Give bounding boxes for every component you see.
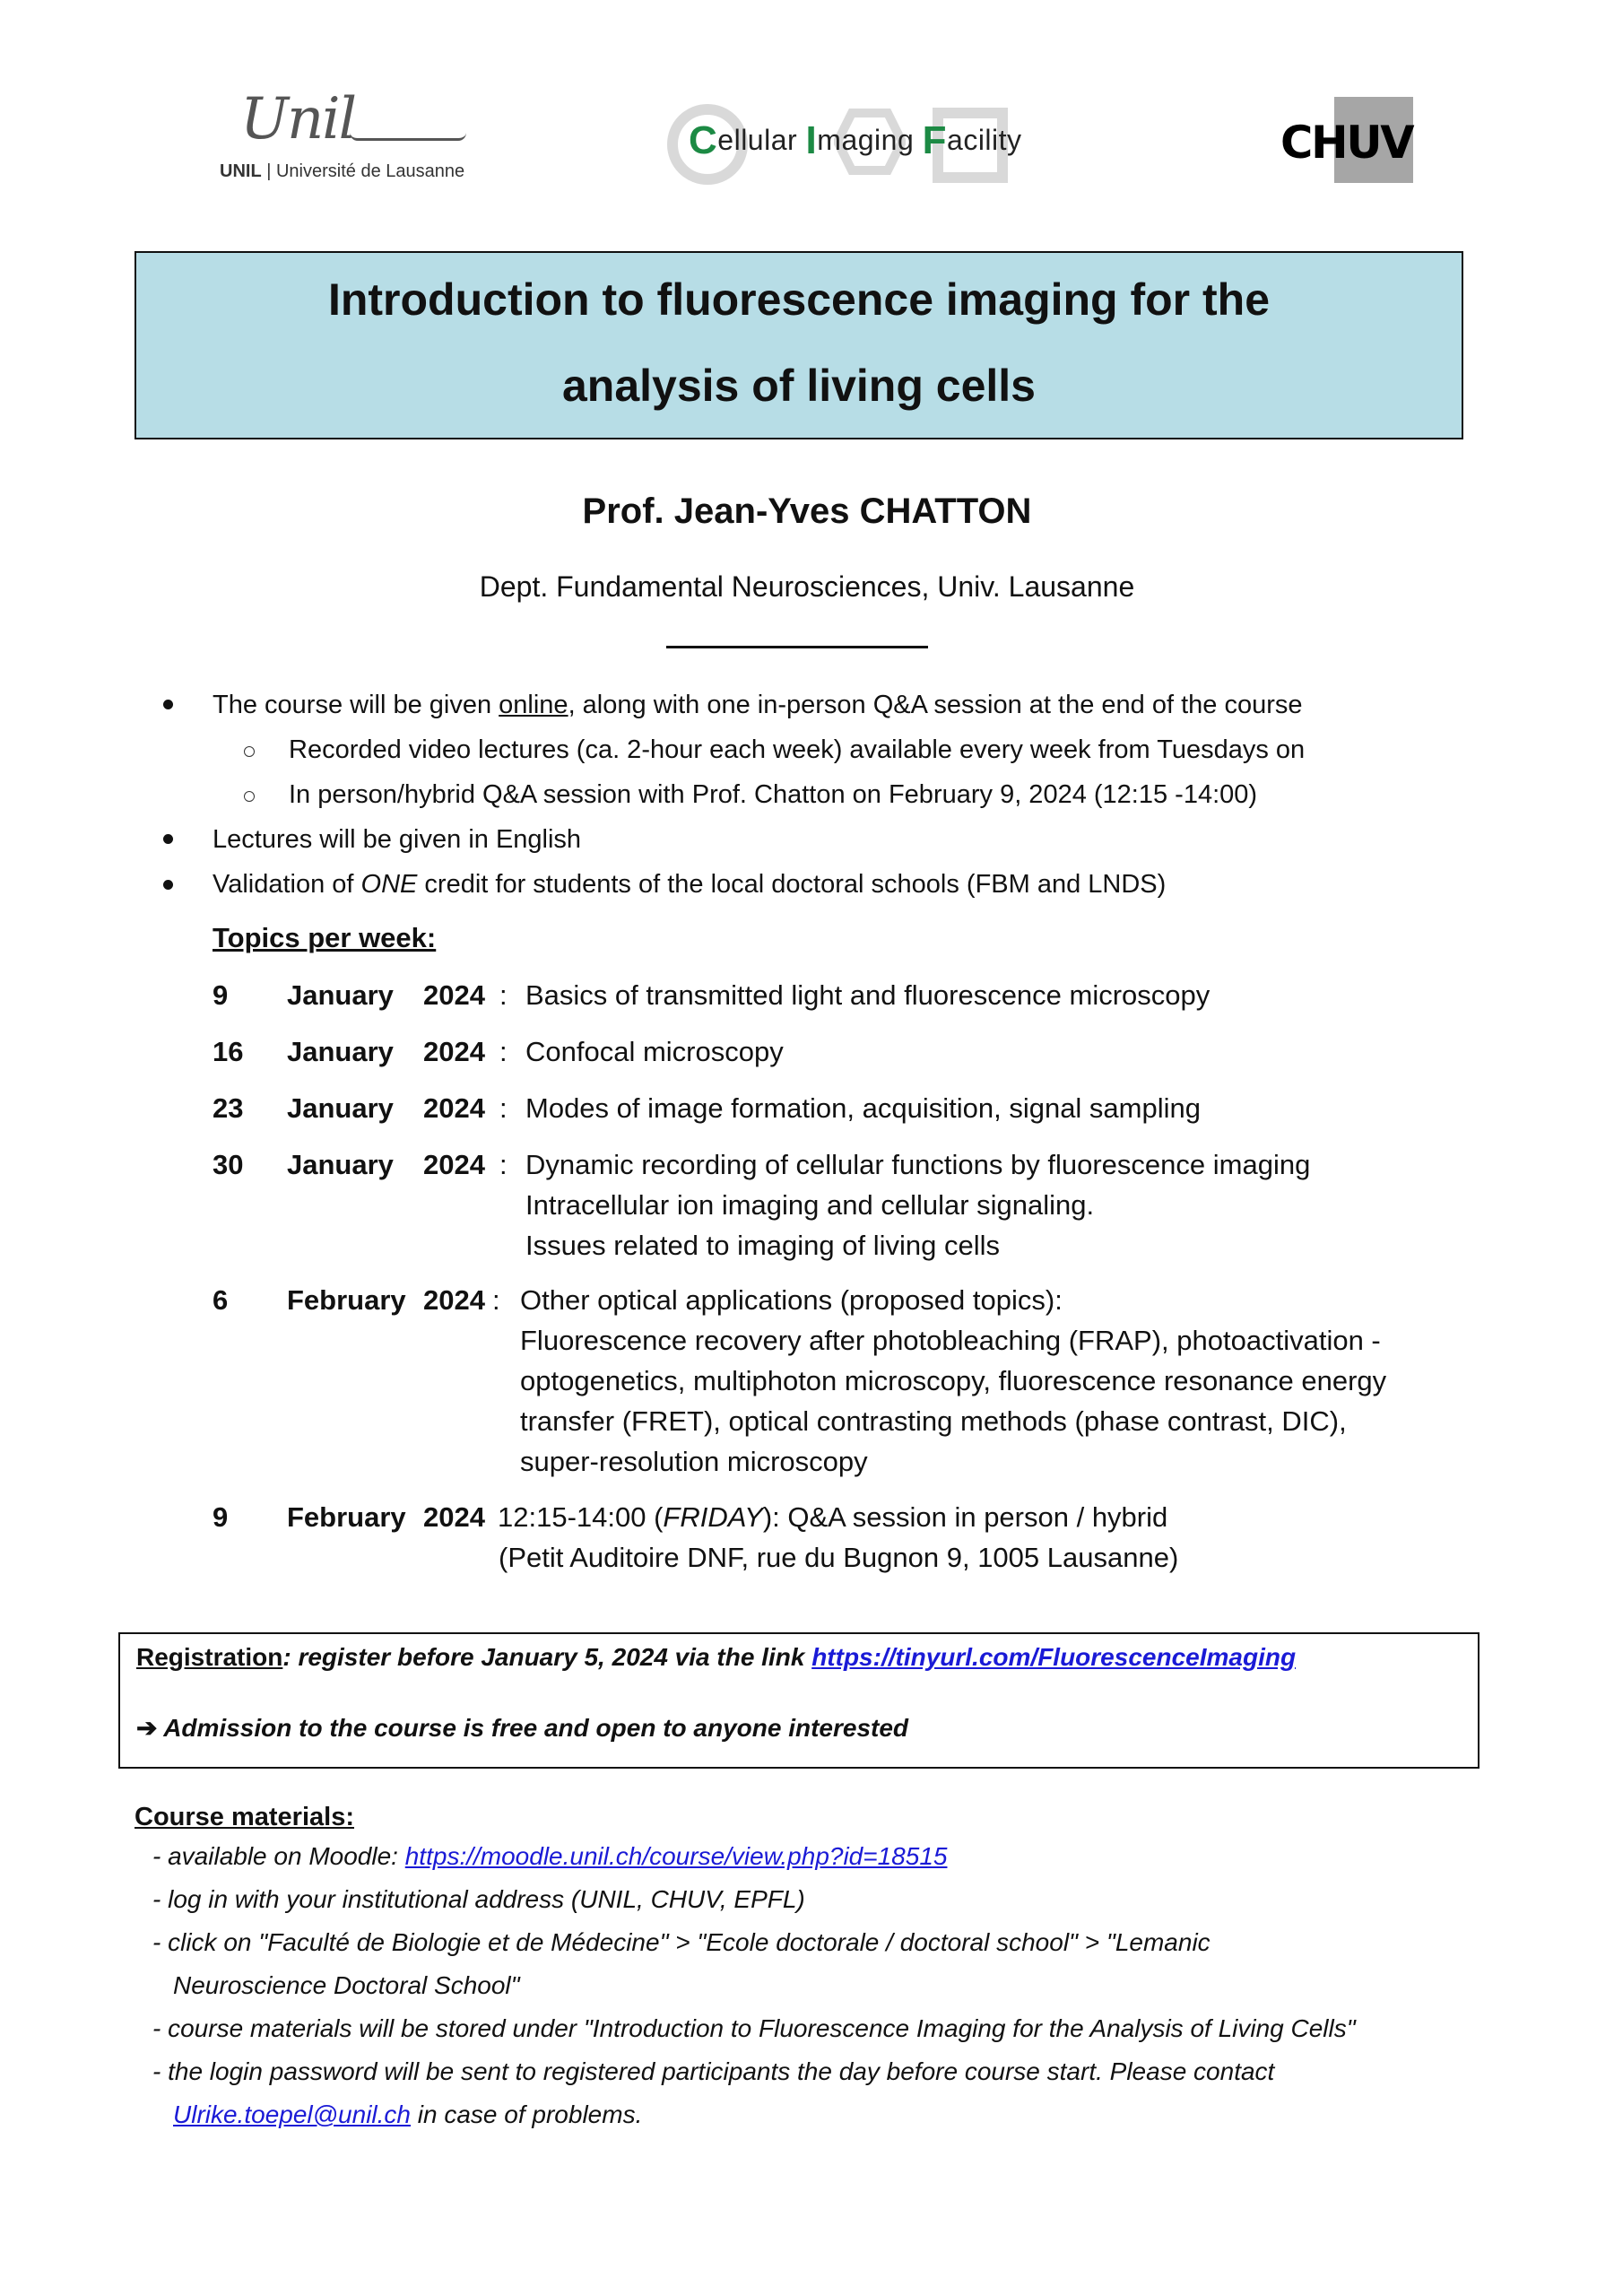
cif-letter-f: F	[922, 118, 948, 162]
unil-swash-icon	[350, 133, 466, 141]
schedule-separator: :	[499, 1036, 508, 1067]
topics-heading: Topics per week:	[213, 922, 437, 953]
chuv-wordmark: CHUV	[1280, 117, 1413, 169]
cif-word-facility: acility	[947, 124, 1022, 156]
cellular-imaging-facility-logo	[664, 97, 1067, 187]
schedule-month: January	[287, 1092, 394, 1124]
unil-logo	[215, 86, 484, 185]
schedule-separator: :	[499, 1092, 508, 1124]
schedule-topic-continuation: optogenetics, multiphoton microscopy, fluorescence resonance energy	[520, 1365, 1387, 1396]
contact-email-link[interactable]: Ulrike.toepel@unil.ch	[173, 2100, 411, 2128]
schedule-topic-continuation: super-resolution microscopy	[520, 1446, 868, 1477]
cif-letter-c: C	[689, 118, 718, 162]
schedule-year: 2024	[423, 1149, 485, 1180]
moodle-line	[152, 1842, 947, 1871]
separator-line	[666, 646, 928, 648]
schedule-qa-detail	[498, 1500, 1167, 1535]
sub-bullet-icon	[244, 791, 255, 802]
schedule-year: 2024	[423, 1284, 485, 1316]
schedule-month: February	[287, 1501, 406, 1533]
sub-bullet-icon	[244, 746, 255, 757]
title-line-2: analysis of living cells	[561, 361, 1036, 411]
schedule-topic: Confocal microscopy	[525, 1036, 784, 1067]
course-materials-heading: Course materials:	[134, 1803, 354, 1831]
schedule-weekday: FRIDAY	[663, 1501, 763, 1533]
bullet-item-online	[213, 689, 1303, 721]
title-line-1: Introduction to fluorescence imaging for the	[327, 274, 1271, 325]
chuv-logo	[1280, 97, 1460, 183]
registration-box	[118, 1632, 1480, 1769]
bullet-underlined-online: online	[499, 691, 568, 719]
bullet-text: , along with one in-person Q&A session at the end of the course	[568, 691, 1303, 719]
admission-text: Admission to the course is free and open to anyone interested	[157, 1714, 909, 1742]
cif-letter-i: I	[805, 118, 818, 162]
schedule-topic-continuation: transfer (FRET), optical contrasting methods (phase contrast, DIC),	[520, 1405, 1347, 1437]
schedule-topic: Basics of transmitted light and fluorescence microscopy	[525, 979, 1210, 1011]
bullet-text: The course will be given	[213, 691, 499, 719]
schedule-day: 16	[213, 1036, 244, 1067]
schedule-location: (Petit Auditoire DNF, rue du Bugnon 9, 1005 Lausanne)	[499, 1542, 1179, 1573]
schedule-month: January	[287, 1149, 394, 1180]
cif-word-cellular: ellular	[717, 124, 806, 156]
bullet-italic-one: ONE	[360, 870, 418, 899]
bullet-text: credit for students of the local doctoral schools (FBM and LNDS)	[417, 870, 1167, 899]
schedule-day: 23	[213, 1092, 244, 1124]
schedule-time: 12:15-14:00 (	[498, 1501, 664, 1533]
speaker-name: Prof. Jean-Yves CHATTON	[582, 491, 1032, 531]
schedule-year: 2024	[423, 1501, 485, 1533]
schedule-day: 9	[213, 979, 229, 1011]
click-path-line-2: Neuroscience Doctoral School"	[173, 1971, 520, 1999]
schedule-year: 2024	[423, 979, 485, 1011]
cif-wordmark	[689, 118, 1022, 163]
password-line: - the login password will be sent to registered participants the day before course start. Please contact	[152, 2057, 1275, 2085]
cif-word-imaging: maging	[817, 124, 923, 156]
schedule-topic: Other optical applications (proposed topics):	[520, 1284, 1063, 1316]
unil-caption-bold: UNIL	[220, 161, 262, 181]
click-path-line-1: - click on "Faculté de Biologie et de Médecine" > "Ecole doctorale / doctoral school" > "Lemanic	[152, 1928, 1210, 1956]
moodle-prefix: - available on Moodle:	[152, 1842, 405, 1870]
title-box	[134, 251, 1463, 439]
schedule-topic-continuation: Intracellular ion imaging and cellular signaling.	[525, 1189, 1095, 1221]
schedule-day: 30	[213, 1149, 244, 1180]
bullet-item-language: Lectures will be given in English	[213, 825, 582, 854]
registration-label: Registration	[136, 1643, 283, 1671]
unil-script-wordmark: Unil	[240, 86, 356, 152]
bullet-item-credit	[213, 868, 1166, 900]
schedule-separator: :	[499, 1149, 508, 1180]
sub-bullet-item-recorded: Recorded video lectures (ca. 2-hour each week) available every week from Tuesdays on	[289, 735, 1306, 764]
admission-line	[136, 1713, 908, 1743]
schedule-month: January	[287, 1036, 394, 1067]
schedule-topic: Dynamic recording of cellular functions by fluorescence imaging	[525, 1149, 1311, 1180]
bullet-icon	[163, 834, 173, 844]
registration-colon: :	[282, 1643, 291, 1671]
schedule-separator: :	[499, 979, 508, 1011]
schedule-topic-continuation: Fluorescence recovery after photobleaching (FRAP), photoactivation -	[520, 1325, 1381, 1356]
schedule-year: 2024	[423, 1092, 485, 1124]
schedule-month: January	[287, 979, 394, 1011]
schedule-separator: :	[492, 1284, 500, 1316]
schedule-day: 9	[213, 1501, 229, 1533]
arrow-right-icon: ➔	[136, 1714, 158, 1742]
schedule-qa-text: ): Q&A session in person / hybrid	[762, 1501, 1168, 1533]
sub-bullet-item-qa: In person/hybrid Q&A session with Prof. Chatton on February 9, 2024 (12:15 -14:00)	[289, 780, 1258, 809]
schedule-topic-continuation: Issues related to imaging of living cells	[525, 1230, 1000, 1261]
unil-caption	[220, 161, 464, 182]
schedule-year: 2024	[423, 1036, 485, 1067]
bullet-icon	[163, 880, 173, 890]
registration-text: register before January 5, 2024 via the link	[291, 1643, 812, 1671]
login-line: - log in with your institutional address (UNIL, CHUV, EPFL)	[152, 1885, 805, 1913]
schedule-topic: Modes of image formation, acquisition, signal sampling	[525, 1092, 1201, 1124]
moodle-link[interactable]: https://moodle.unil.ch/course/view.php?id=18515	[404, 1842, 948, 1870]
bullet-icon	[163, 700, 173, 709]
contact-line	[173, 2100, 642, 2129]
bullet-text: Validation of	[213, 870, 361, 899]
storage-line: - course materials will be stored under "Introduction to Fluorescence Imaging for the Analysis of Living Cells"	[152, 2014, 1356, 2042]
registration-link[interactable]: https://tinyurl.com/FluorescenceImaging	[811, 1643, 1297, 1671]
schedule-day: 6	[213, 1284, 229, 1316]
schedule-month: February	[287, 1284, 406, 1316]
registration-line	[136, 1643, 1296, 1672]
speaker-affiliation: Dept. Fundamental Neurosciences, Univ. Lausanne	[479, 570, 1135, 603]
contact-suffix: in case of problems.	[411, 2100, 643, 2128]
unil-caption-rest: | Université de Lausanne	[261, 161, 465, 181]
